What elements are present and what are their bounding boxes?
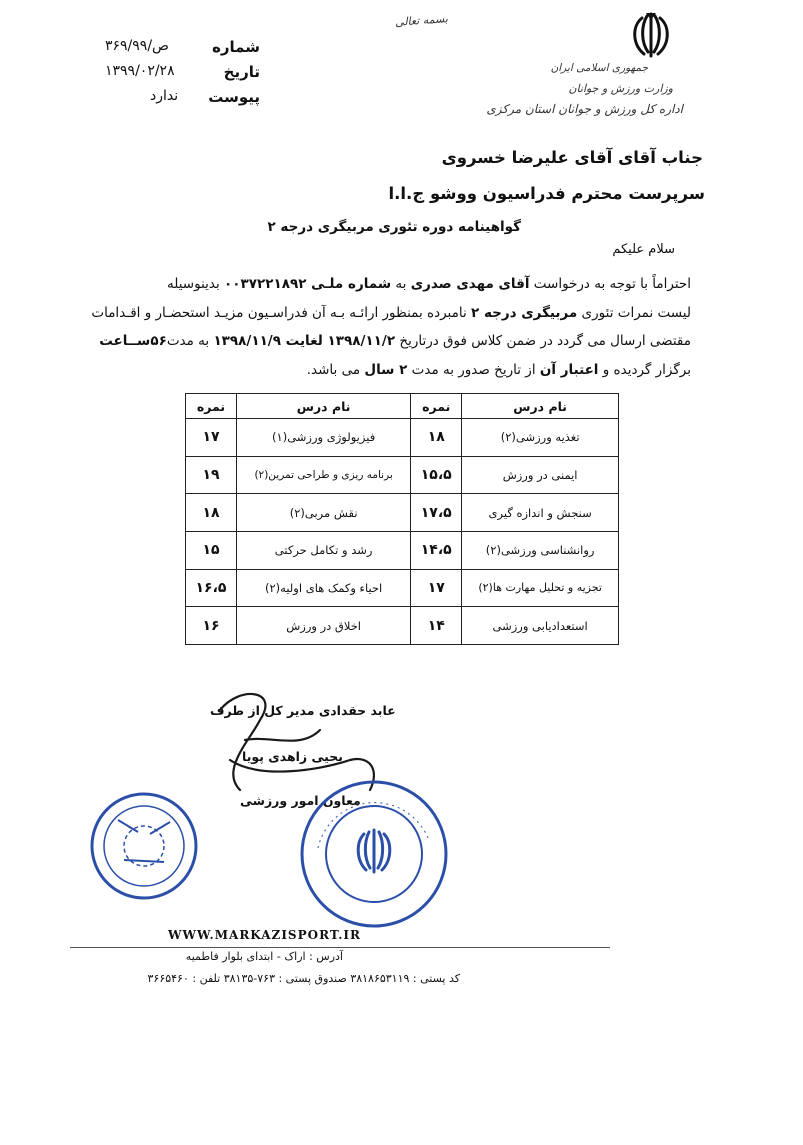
body-text: برگزار گردیده و [598,361,691,378]
body-text: از تاریخ صدور به مدت [407,361,540,378]
course-score: ۱۹ [186,456,237,494]
body-text: به مدت [166,333,214,349]
attachment-value: ندارد [150,88,179,104]
signature-line-3: معاون امور ورزشی [240,793,361,808]
table-row [186,607,619,645]
attachment-row [95,88,260,110]
course-score: ۱۸ [186,494,237,532]
column-header: نام درس [462,394,619,419]
course-name: استعدادیابی ورزشی [462,607,619,645]
date-row [95,63,260,85]
course-score: ۱۵ [186,531,237,569]
letter-body [91,270,691,384]
signature-line-1: عابد حقدادی مدیر کل از طرف [210,703,396,718]
letter-subject: گواهینامه دوره تئوری مربیگری درجه ۲ [267,219,521,235]
iran-emblem-icon [622,10,680,64]
org-line-directorate: اداره کل ورزش و جوانان استان مرکزی [486,102,683,116]
date-value: ۱۳۹۹/۰۲/۲۸ [105,63,175,79]
course-name: رشد و تکامل حرکتی [237,531,411,569]
official-stamp-right [298,778,450,930]
course-score: ۱۷ [411,569,462,607]
course-name: ایمنی در ورزش [462,456,619,494]
course-level: مربیگری درجه ۲ [471,304,578,321]
course-score: ۱۴،۵ [411,531,462,569]
recipient-name: جناب آقای آقای علیرضا خسروی [441,148,703,167]
attachment-label: پیوست [208,88,260,106]
table-row [186,569,619,607]
body-line-1 [91,270,691,299]
body-text: بدینوسیله [167,276,225,292]
number-value: ۳۶۹/ص/۹۹ [105,38,169,54]
body-line-4 [91,356,691,385]
recipient-position: سرپرست محترم فدراسیون ووشو ج.ا.ا [388,184,705,203]
body-text: می باشد. [306,361,365,378]
org-line-ministry: وزارت ورزش و جوانان [568,82,673,95]
course-score: ۱۶،۵ [186,569,237,607]
course-name: برنامه ریزی و طراحی تمرین(۲) [237,456,411,494]
course-score: ۱۷،۵ [411,494,462,532]
course-name: سنجش و اندازه گیری [462,494,619,532]
course-score: ۱۸ [411,419,462,457]
grades-table [185,393,619,645]
course-name: تجزیه و تحلیل مهارت ها(۲) [462,569,619,607]
course-dates: ۱۳۹۸/۱۱/۲ لغایت ۱۳۹۸/۱۱/۹ [213,333,396,349]
course-score: ۱۴ [411,607,462,645]
course-score: ۱۷ [186,419,237,457]
validity-label: اعتبار آن [539,361,599,378]
column-header: نمره [411,394,462,419]
body-text: به [391,276,411,292]
date-label: تاریخ [223,63,260,81]
website-url: WWW.MARKAZISPORT.IR [168,928,361,942]
validity-period: ۲ سال [364,361,408,378]
greeting: سلام علیکم [612,242,675,257]
body-text: مقتضی ارسال می گردد در ضمن کلاس فوق درتاریخ [395,333,691,349]
course-hours: ۵۶ســاعت [99,333,167,349]
handwritten-note: بسمه تعالی [394,12,449,29]
table-header-row [186,394,619,419]
footer-address: آدرس : اراک - ابتدای بلوار فاطمیه [185,950,343,963]
course-name: فیزیولوژی ورزشی(۱) [237,419,411,457]
column-header: نام درس [237,394,411,419]
body-text: لیست نمرات تئوری [577,304,691,321]
course-name: روانشناسی ورزشی(۲) [462,531,619,569]
course-name: تغذیه ورزشی(۲) [462,419,619,457]
footer-contact: کد پستی : ۳۸۱۸۶۵۳۱۱۹ صندوق پستی : ۷۶۳-۳۸۱۳۵ تلفن : ۳۶۶۵۴۶۰ [147,972,460,985]
body-text: احتراماً با توجه به درخواست [529,276,691,292]
course-score: ۱۶ [186,607,237,645]
course-name: نقش مربی(۲) [237,494,411,532]
table-row [186,456,619,494]
course-name: احیاء وکمک های اولیه(۲) [237,569,411,607]
national-id: شماره ملـی ۰۰۳۷۲۲۱۸۹۲ [224,276,392,292]
official-stamp-left [88,790,200,902]
signature-line-2: یحیی زاهدی پویا [242,749,343,764]
number-label: شماره [212,38,260,56]
applicant-name: آقای مهدی صدری [410,276,530,292]
body-line-2 [91,299,691,328]
number-row [95,38,260,60]
table-row [186,494,619,532]
column-header: نمره [186,394,237,419]
table-row [186,531,619,569]
body-line-3 [91,327,691,356]
course-score: ۱۵،۵ [411,456,462,494]
course-name: اخلاق در ورزش [237,607,411,645]
body-text: نامبرده بمنظور ارائـه بـه آن فدراسـیون مزیـد استحضـار و اقـدامات [91,304,472,321]
table-row [186,419,619,457]
footer-divider [70,947,610,948]
org-line-country: جمهوری اسلامی ایران [550,62,648,74]
